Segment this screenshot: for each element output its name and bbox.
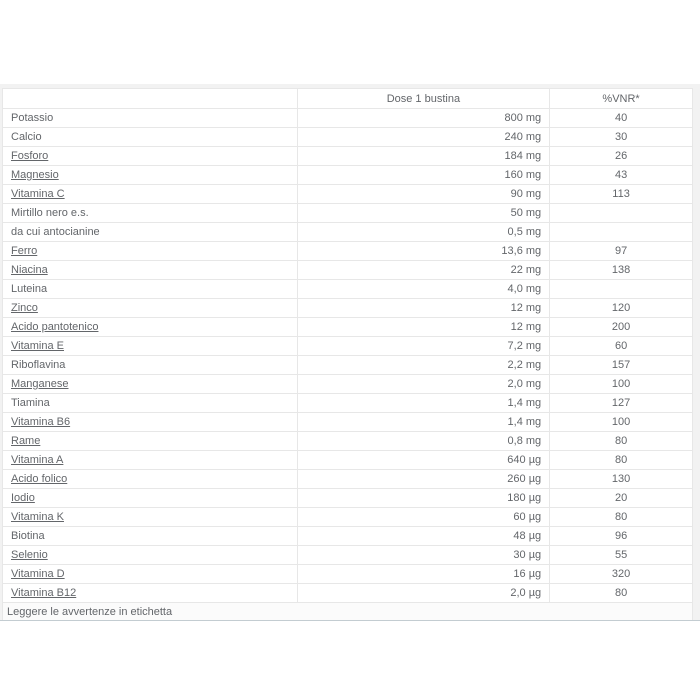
vnr-value: 80	[550, 508, 693, 527]
nutrient-link[interactable]: Iodio	[11, 492, 35, 504]
table-row	[3, 128, 693, 147]
table-row	[3, 584, 693, 603]
dose-value: 184 mg	[297, 147, 550, 166]
nutrient-name-cell	[3, 204, 298, 223]
table-row	[3, 508, 693, 527]
nutrient-name-cell	[3, 451, 298, 470]
table-body	[3, 109, 693, 603]
nutrient-name-cell	[3, 546, 298, 565]
dose-value: 13,6 mg	[297, 242, 550, 261]
vnr-value: 30	[550, 128, 693, 147]
dose-value: 1,4 mg	[297, 394, 550, 413]
nutrient-label: Mirtillo nero e.s.	[11, 207, 89, 219]
dose-value: 90 mg	[297, 185, 550, 204]
dose-value: 260 µg	[297, 470, 550, 489]
header-row	[3, 89, 693, 109]
dose-value: 4,0 mg	[297, 280, 550, 299]
table-row	[3, 432, 693, 451]
nutrient-name-cell	[3, 375, 298, 394]
vnr-value: 43	[550, 166, 693, 185]
table-row	[3, 242, 693, 261]
table-row	[3, 299, 693, 318]
table-row	[3, 261, 693, 280]
vnr-value: 40	[550, 109, 693, 128]
nutrient-name-cell	[3, 242, 298, 261]
dose-value: 30 µg	[297, 546, 550, 565]
nutrient-link[interactable]: Acido pantotenico	[11, 321, 99, 333]
vnr-value	[550, 280, 693, 299]
nutrient-name-cell	[3, 432, 298, 451]
vnr-value	[550, 204, 693, 223]
dose-value: 60 µg	[297, 508, 550, 527]
nutrient-name-cell	[3, 299, 298, 318]
dose-value: 0,5 mg	[297, 223, 550, 242]
table-row	[3, 489, 693, 508]
dose-value: 640 µg	[297, 451, 550, 470]
dose-value: 180 µg	[297, 489, 550, 508]
table-row	[3, 546, 693, 565]
vnr-value: 55	[550, 546, 693, 565]
nutrient-name-cell	[3, 356, 298, 375]
nutrient-name-cell	[3, 185, 298, 204]
table-row	[3, 318, 693, 337]
table-row	[3, 413, 693, 432]
nutrient-link[interactable]: Vitamina E	[11, 340, 64, 352]
dose-value: 2,0 mg	[297, 375, 550, 394]
table-row	[3, 280, 693, 299]
vnr-value: 26	[550, 147, 693, 166]
nutrition-table	[2, 88, 693, 620]
footer-note: Leggere le avvertenze in etichetta	[3, 603, 693, 621]
nutrient-name-cell	[3, 337, 298, 356]
nutrient-name-cell	[3, 565, 298, 584]
dose-value: 7,2 mg	[297, 337, 550, 356]
vnr-value: 320	[550, 565, 693, 584]
vnr-value: 113	[550, 185, 693, 204]
table-row	[3, 356, 693, 375]
vnr-value: 96	[550, 527, 693, 546]
nutrient-link[interactable]: Manganese	[11, 378, 69, 390]
nutrient-label: da cui antocianine	[11, 226, 100, 238]
nutrient-name-cell	[3, 147, 298, 166]
nutrient-link[interactable]: Selenio	[11, 549, 48, 561]
dose-value: 800 mg	[297, 109, 550, 128]
nutrient-name-cell	[3, 280, 298, 299]
nutrient-name-cell	[3, 128, 298, 147]
column-header-nutrient	[3, 89, 298, 109]
table-row	[3, 565, 693, 584]
dose-value: 2,2 mg	[297, 356, 550, 375]
nutrient-name-cell	[3, 166, 298, 185]
nutrient-label: Luteina	[11, 283, 48, 295]
nutrient-name-cell	[3, 394, 298, 413]
table-row	[3, 166, 693, 185]
nutrient-name-cell	[3, 584, 298, 603]
dose-value: 160 mg	[297, 166, 550, 185]
nutrient-name-cell	[3, 470, 298, 489]
vnr-value: 80	[550, 584, 693, 603]
column-header-vnr: %VNR*	[550, 89, 693, 109]
nutrient-link[interactable]: Acido folico	[11, 473, 68, 485]
table-row	[3, 470, 693, 489]
vnr-value: 97	[550, 242, 693, 261]
table-row	[3, 375, 693, 394]
nutrition-table-container	[0, 84, 700, 621]
nutrient-link[interactable]: Rame	[11, 435, 41, 447]
table-row	[3, 109, 693, 128]
nutrient-link[interactable]: Magnesio	[11, 169, 59, 181]
dose-value: 240 mg	[297, 128, 550, 147]
nutrient-name-cell	[3, 413, 298, 432]
table-row	[3, 337, 693, 356]
nutrient-link[interactable]: Zinco	[11, 302, 38, 314]
nutrient-name-cell	[3, 508, 298, 527]
nutrient-link[interactable]: Vitamina K	[11, 511, 64, 523]
nutrient-link[interactable]: Vitamina C	[11, 188, 65, 200]
vnr-value: 120	[550, 299, 693, 318]
nutrient-link[interactable]: Vitamina A	[11, 454, 64, 466]
nutrient-name-cell	[3, 489, 298, 508]
dose-value: 50 mg	[297, 204, 550, 223]
dose-value: 12 mg	[297, 299, 550, 318]
nutrient-link[interactable]: Vitamina D	[11, 568, 65, 580]
dose-value: 48 µg	[297, 527, 550, 546]
nutrient-link[interactable]: Vitamina B12	[11, 587, 77, 599]
dose-value: 16 µg	[297, 565, 550, 584]
nutrient-name-cell	[3, 527, 298, 546]
nutrient-name-cell	[3, 109, 298, 128]
dose-value: 0,8 mg	[297, 432, 550, 451]
vnr-value: 80	[550, 432, 693, 451]
table-row	[3, 527, 693, 546]
nutrient-link[interactable]: Niacina	[11, 264, 48, 276]
vnr-value: 80	[550, 451, 693, 470]
vnr-value: 127	[550, 394, 693, 413]
nutrient-name-cell	[3, 223, 298, 242]
nutrient-label: Potassio	[11, 112, 54, 124]
table-header	[3, 89, 693, 109]
vnr-value: 100	[550, 413, 693, 432]
vnr-value: 100	[550, 375, 693, 394]
vnr-value: 138	[550, 261, 693, 280]
footer-row	[3, 603, 693, 621]
table-row	[3, 394, 693, 413]
nutrient-name-cell	[3, 261, 298, 280]
vnr-value: 157	[550, 356, 693, 375]
vnr-value	[550, 223, 693, 242]
table-row	[3, 451, 693, 470]
dose-value: 12 mg	[297, 318, 550, 337]
vnr-value: 20	[550, 489, 693, 508]
nutrient-label: Tiamina	[11, 397, 50, 409]
nutrient-link[interactable]: Fosforo	[11, 150, 49, 162]
nutrient-label: Calcio	[11, 131, 42, 143]
vnr-value: 200	[550, 318, 693, 337]
table-row	[3, 204, 693, 223]
table-row	[3, 223, 693, 242]
dose-value: 2,0 µg	[297, 584, 550, 603]
nutrient-label: Riboflavina	[11, 359, 66, 371]
table-footer	[3, 603, 693, 621]
table-row	[3, 147, 693, 166]
nutrient-link[interactable]: Vitamina B6	[11, 416, 71, 428]
nutrient-link[interactable]: Ferro	[11, 245, 38, 257]
dose-value: 1,4 mg	[297, 413, 550, 432]
nutrient-name-cell	[3, 318, 298, 337]
dose-value: 22 mg	[297, 261, 550, 280]
column-header-dose: Dose 1 bustina	[297, 89, 550, 109]
nutrient-label: Biotina	[11, 530, 45, 542]
table-row	[3, 185, 693, 204]
vnr-value: 60	[550, 337, 693, 356]
vnr-value: 130	[550, 470, 693, 489]
